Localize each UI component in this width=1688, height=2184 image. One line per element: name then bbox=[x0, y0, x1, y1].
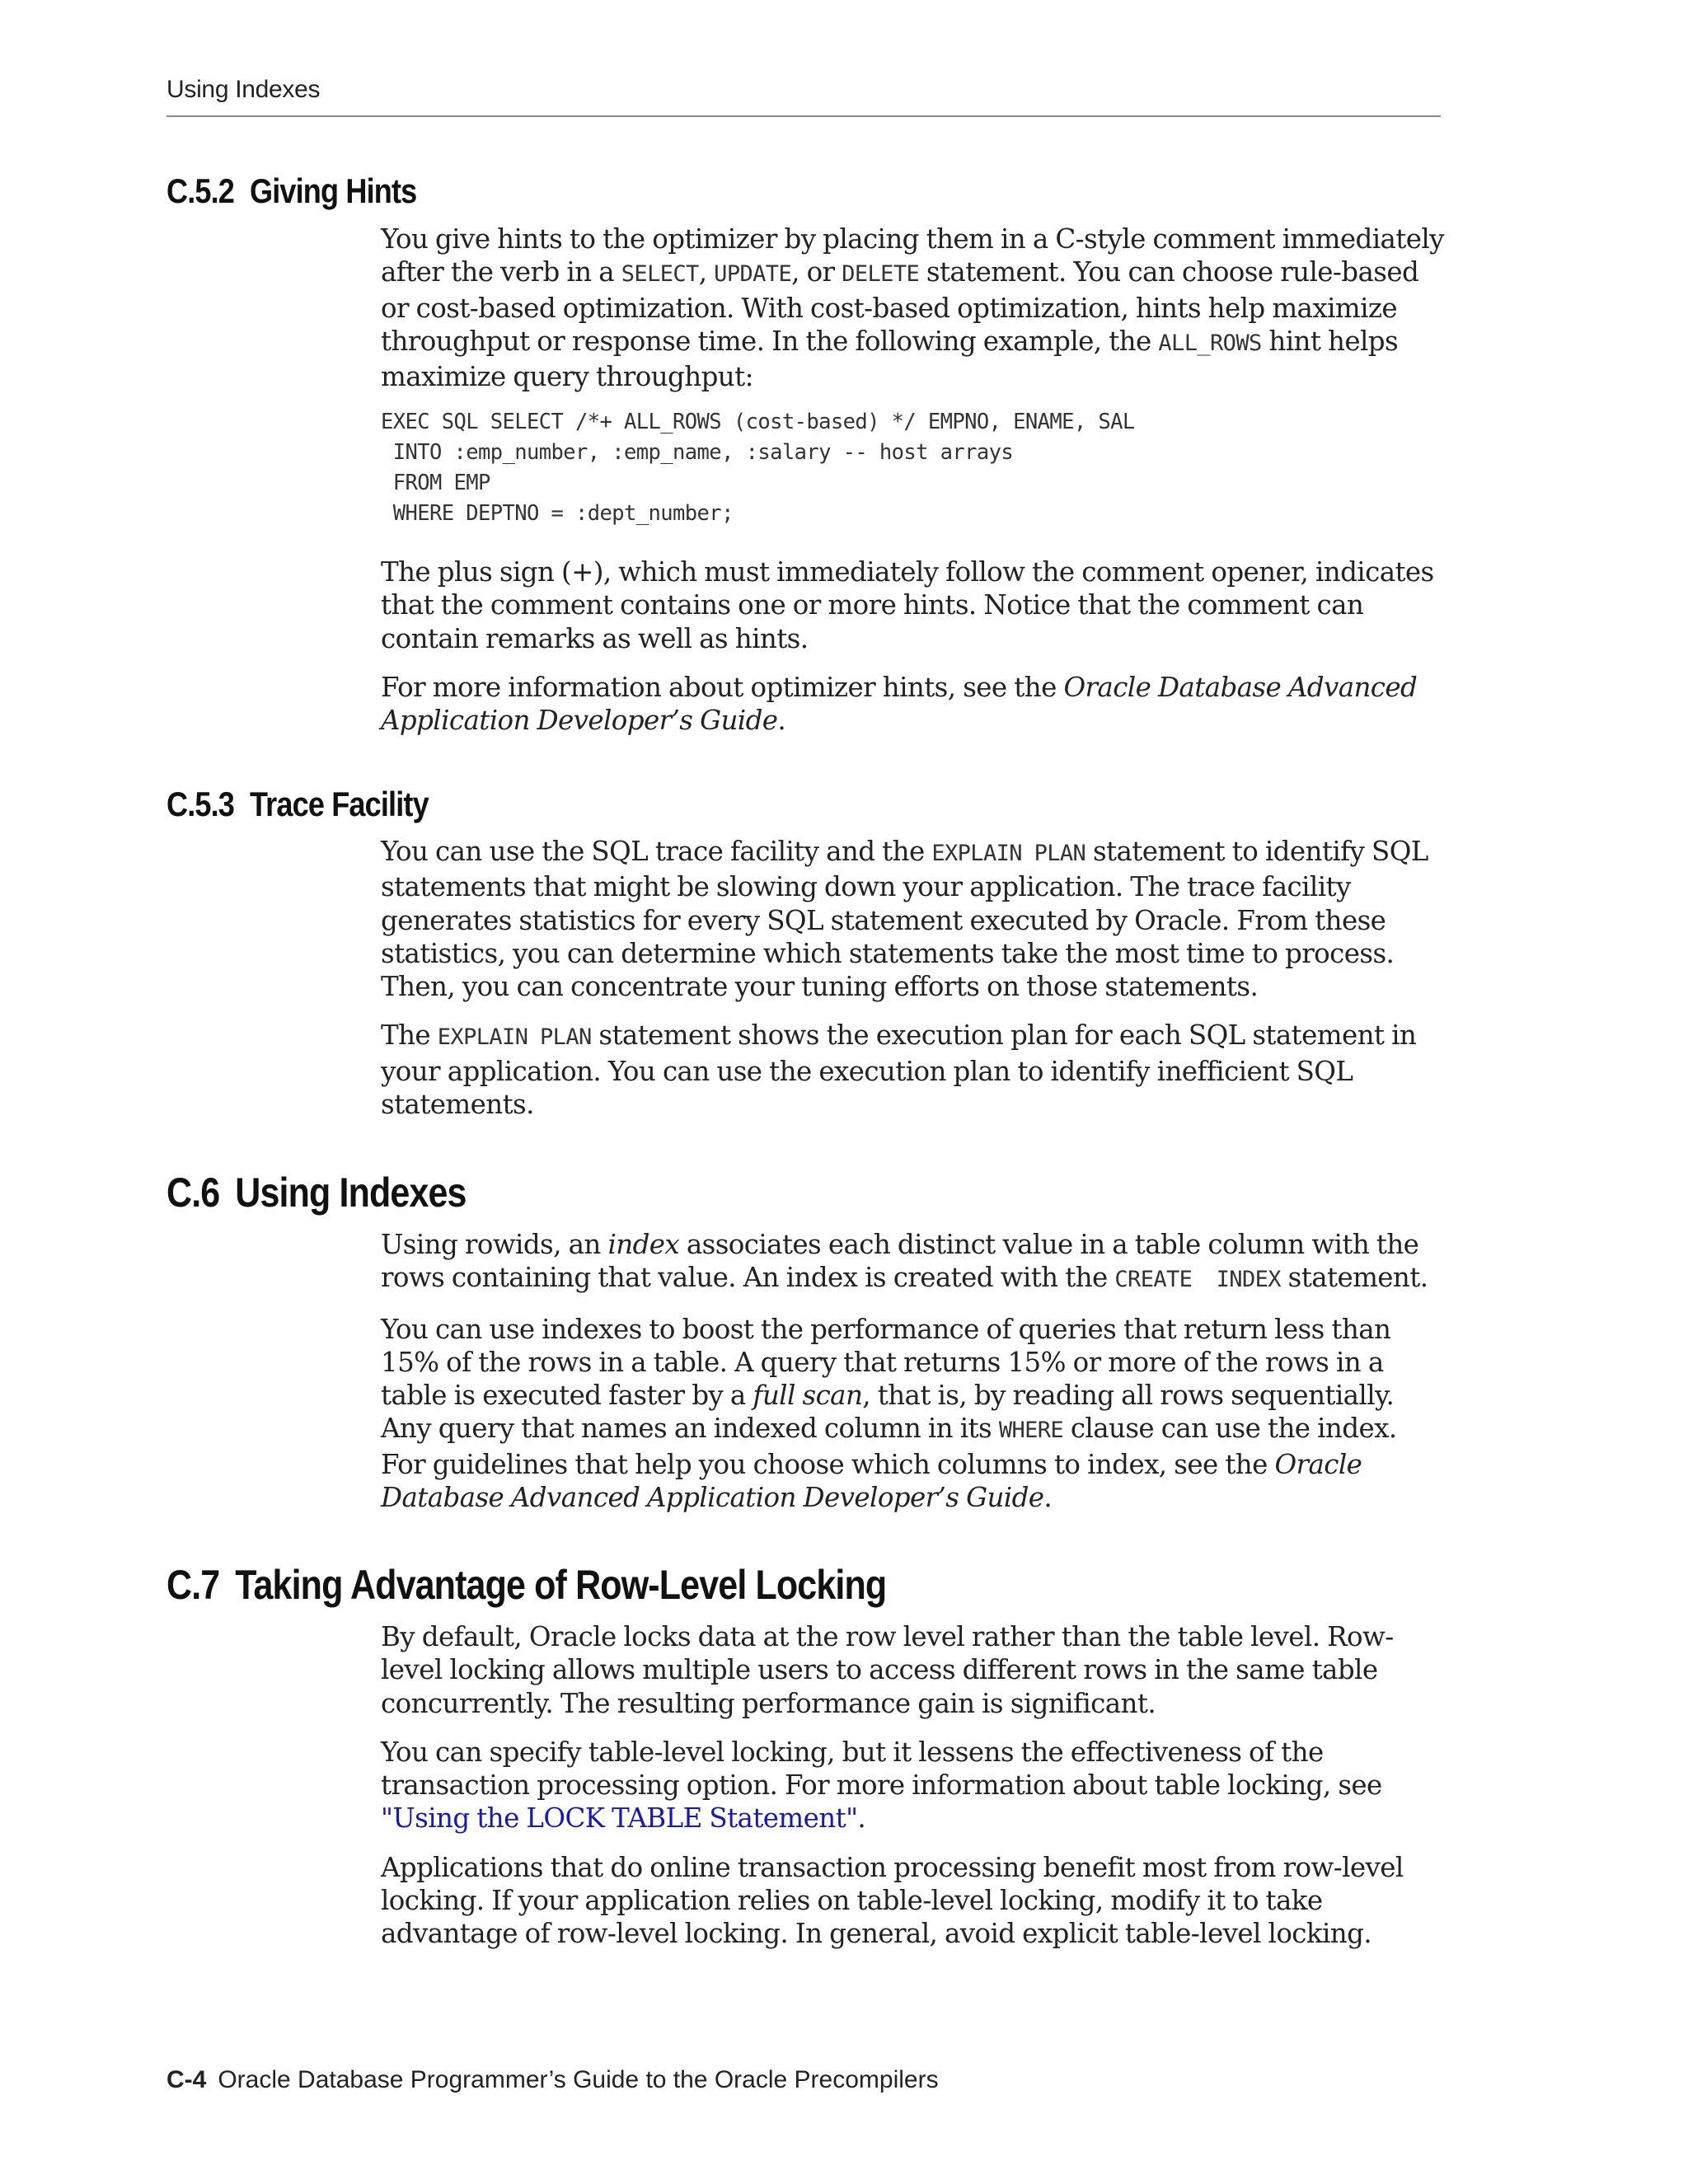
section-title: Trace Facility bbox=[249, 785, 429, 823]
text: statement. You can choose rule-based or cost-based optimization. With cost-based optimization, hints help maximize throughput or response time. In the following example, the bbox=[381, 256, 1419, 357]
text: , or bbox=[791, 256, 842, 288]
paragraph bbox=[381, 1313, 1444, 1515]
text: You can use the SQL trace facility and the bbox=[381, 836, 932, 867]
paragraph bbox=[381, 835, 1444, 1003]
book-reference: Oracle Database Advanced Application Developer’s Guide bbox=[381, 671, 1418, 737]
text: hint helps maximize query throughput: bbox=[381, 325, 1399, 393]
book-title: Oracle Database Programmer’s Guide to the Oracle Precompilers bbox=[218, 2066, 939, 2093]
text: associates each distinct value in a table column with the rows containing that value. An index is created with the bbox=[381, 1229, 1419, 1294]
section-number: C.5.2 bbox=[166, 171, 235, 210]
paragraph bbox=[381, 1019, 1444, 1121]
text: . bbox=[857, 1802, 866, 1835]
term: index bbox=[607, 1229, 680, 1260]
inline-code: DELETE bbox=[842, 261, 920, 288]
book-reference: Oracle Database Advanced Application Developer’s Guide bbox=[381, 1448, 1362, 1514]
section-heading-trace-facility bbox=[166, 785, 429, 824]
giving-hints-body-2 bbox=[381, 555, 1444, 737]
section-number: C.7 bbox=[166, 1562, 220, 1608]
section-number: C.6 bbox=[166, 1169, 220, 1216]
text: You can specify table-level locking, but it lessens the effectiveness of the transaction processing option. For more information about table locking, see bbox=[381, 1736, 1382, 1802]
text: You can use indexes to boost the performance of queries that return less than 15% of the rows in a table. A query that returns 15% or more of the rows in a table is executed faster by a bbox=[381, 1313, 1391, 1412]
text: For more information about optimizer hints, see the bbox=[381, 671, 1064, 703]
inline-code: ALL_ROWS bbox=[1158, 330, 1262, 356]
page-number: C-4 bbox=[166, 2066, 207, 2093]
header-divider bbox=[166, 115, 1441, 117]
section-title: Giving Hints bbox=[249, 171, 417, 210]
giving-hints-body bbox=[381, 223, 1444, 393]
paragraph bbox=[381, 671, 1444, 738]
running-header: Using Indexes bbox=[166, 76, 321, 103]
paragraph: The plus sign (+), which must immediately follow the comment opener, indicates that the comment contains one or more hints. Notice that the comment can contain remarks as well as hints. bbox=[381, 556, 1434, 654]
inline-code: SELECT bbox=[621, 261, 699, 288]
term: full scan bbox=[753, 1380, 863, 1412]
text: Using rowids, an bbox=[381, 1229, 608, 1260]
inline-code: CREATE INDEX bbox=[1114, 1267, 1281, 1293]
using-indexes-body bbox=[381, 1228, 1444, 1514]
text: statement. bbox=[1280, 1262, 1428, 1294]
text: clause can use the index. For guidelines that help you choose which columns to index, see the bbox=[381, 1413, 1397, 1480]
lock-table-statement-link[interactable]: "Using the LOCK TABLE Statement" bbox=[381, 1802, 858, 1835]
section-number: C.5.3 bbox=[166, 785, 235, 823]
inline-code: UPDATE bbox=[714, 261, 792, 288]
section-title: Using Indexes bbox=[235, 1169, 467, 1216]
inline-code: EXPLAIN PLAN bbox=[931, 841, 1086, 866]
text: . bbox=[1043, 1482, 1053, 1514]
code-example: EXEC SQL SELECT /*+ ALL_ROWS (cost-based) */ EMPNO, ENAME, SAL INTO :emp_number, :emp_name, :salary -- host arrays FROM EMP WHERE DEPTNO = :dept_number; bbox=[381, 410, 1135, 526]
text: statement shows the execution plan for each SQL statement in your application. You can use the execution plan to identify inefficient SQL statements. bbox=[381, 1019, 1417, 1121]
section-heading-row-level-locking bbox=[166, 1561, 886, 1609]
text: , bbox=[698, 256, 715, 288]
inline-code: EXPLAIN PLAN bbox=[437, 1024, 592, 1051]
page-footer bbox=[166, 2066, 939, 2094]
row-level-locking-body bbox=[381, 1620, 1444, 1951]
section-title: Taking Advantage of Row-Level Locking bbox=[235, 1562, 887, 1608]
section-heading-using-indexes bbox=[166, 1169, 467, 1216]
inline-code: WHERE bbox=[998, 1418, 1064, 1444]
paragraph bbox=[381, 1228, 1444, 1297]
paragraph bbox=[381, 223, 1444, 393]
paragraph bbox=[381, 1736, 1444, 1835]
text: . bbox=[777, 705, 786, 737]
paragraph: Applications that do online transaction processing benefit most from row-level locking. If your application relies on table-level locking, modify it to take advantage of row-level locking. In general, avoid explicit table-level locking. bbox=[381, 1851, 1404, 1950]
paragraph: By default, Oracle locks data at the row level rather than the table level. Row-level locking allows multiple users to access different rows in the same table concurrently. The resulting performance gain is significant. bbox=[381, 1621, 1394, 1719]
text: statement to identify SQL statements that might be slowing down your application. The trace facility generates statistics for every SQL statement executed by Oracle. From these statistics, you can determine which statements take the most time to process. Then, you can concentrate your tuning efforts on those statements. bbox=[381, 836, 1428, 1003]
code-example-block bbox=[381, 407, 1444, 529]
trace-facility-body bbox=[381, 835, 1444, 1121]
text: , that is, by reading all rows sequentially. Any query that names an indexed column in its bbox=[381, 1380, 1395, 1445]
text: The bbox=[381, 1019, 438, 1052]
text: You give hints to the optimizer by placing them in a C-style comment immediately after the verb in a bbox=[381, 223, 1444, 288]
section-heading-giving-hints bbox=[166, 171, 416, 211]
